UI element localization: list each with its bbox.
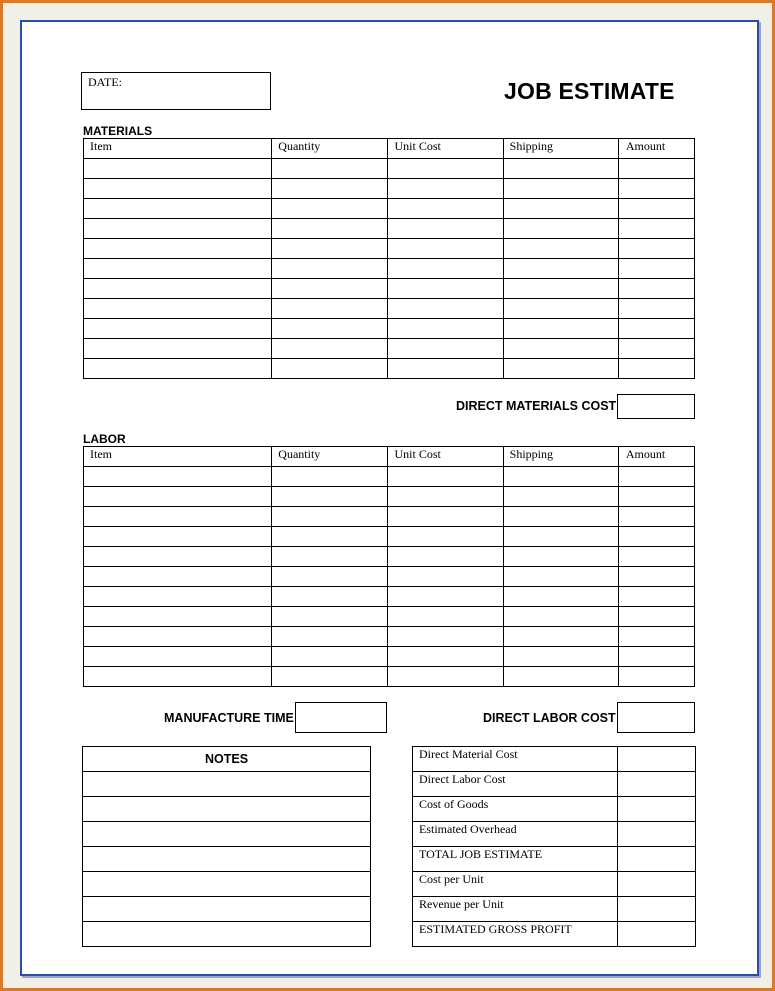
materials-cell[interactable] <box>503 299 618 319</box>
totals-label: TOTAL JOB ESTIMATE <box>413 847 618 872</box>
table-row <box>84 179 695 199</box>
table-row <box>84 279 695 299</box>
materials-cell[interactable] <box>618 239 694 259</box>
labor-cell[interactable] <box>618 487 694 507</box>
materials-cell[interactable] <box>272 159 388 179</box>
labor-cell[interactable] <box>84 547 272 567</box>
labor-cell[interactable] <box>272 667 388 687</box>
table-row <box>84 159 695 179</box>
table-row <box>413 772 696 797</box>
labor-cell[interactable] <box>503 547 618 567</box>
labor-cell[interactable] <box>84 487 272 507</box>
materials-cell[interactable] <box>618 259 694 279</box>
materials-cell[interactable] <box>272 179 388 199</box>
notes-line[interactable] <box>83 822 371 847</box>
manufacture-time-field[interactable] <box>295 702 387 733</box>
labor-cell[interactable] <box>618 547 694 567</box>
labor-cell[interactable] <box>84 647 272 667</box>
labor-section-label: LABOR <box>83 432 126 446</box>
date-field[interactable] <box>81 72 271 110</box>
labor-table <box>83 446 695 687</box>
totals-label: Revenue per Unit <box>413 897 618 922</box>
materials-cell[interactable] <box>84 279 272 299</box>
labor-column-header: Unit Cost <box>388 447 503 467</box>
notes-heading: NOTES <box>83 747 371 772</box>
labor-header-row <box>84 447 695 467</box>
labor-cell[interactable] <box>272 647 388 667</box>
totals-label: Direct Labor Cost <box>413 772 618 797</box>
labor-cell[interactable] <box>84 627 272 647</box>
totals-value-field[interactable] <box>618 772 696 797</box>
document-page <box>20 20 759 976</box>
materials-cell[interactable] <box>272 259 388 279</box>
materials-cell[interactable] <box>388 319 503 339</box>
labor-cell[interactable] <box>84 527 272 547</box>
table-row <box>413 897 696 922</box>
direct-materials-cost-label: DIRECT MATERIALS COST <box>456 399 617 413</box>
labor-cell[interactable] <box>84 467 272 487</box>
page-title: JOB ESTIMATE <box>504 78 675 104</box>
labor-cell[interactable] <box>618 467 694 487</box>
totals-value-field[interactable] <box>618 922 696 947</box>
materials-cell[interactable] <box>388 259 503 279</box>
table-row <box>84 487 695 507</box>
totals-label: Cost per Unit <box>413 872 618 897</box>
labor-cell[interactable] <box>272 467 388 487</box>
table-row <box>83 797 371 822</box>
labor-cell[interactable] <box>272 507 388 527</box>
labor-cell[interactable] <box>388 487 503 507</box>
table-row <box>84 667 695 687</box>
notes-line[interactable] <box>83 847 371 872</box>
labor-cell[interactable] <box>388 467 503 487</box>
materials-cell[interactable] <box>84 339 272 359</box>
notes-line[interactable] <box>83 797 371 822</box>
materials-cell[interactable] <box>618 159 694 179</box>
labor-column-header: Shipping <box>503 447 618 467</box>
table-row <box>84 199 695 219</box>
labor-cell[interactable] <box>388 627 503 647</box>
table-row <box>84 299 695 319</box>
table-row <box>84 507 695 527</box>
materials-cell[interactable] <box>272 339 388 359</box>
table-row <box>84 259 695 279</box>
table-row <box>413 872 696 897</box>
table-row <box>84 607 695 627</box>
notes-line[interactable] <box>83 922 371 947</box>
labor-cell[interactable] <box>84 667 272 687</box>
materials-cell[interactable] <box>388 159 503 179</box>
table-row <box>413 847 696 872</box>
materials-cell[interactable] <box>618 179 694 199</box>
totals-label: Cost of Goods <box>413 797 618 822</box>
materials-cell[interactable] <box>388 339 503 359</box>
notes-table <box>82 746 371 947</box>
materials-cell[interactable] <box>618 299 694 319</box>
labor-cell[interactable] <box>84 607 272 627</box>
labor-cell[interactable] <box>503 507 618 527</box>
materials-cell[interactable] <box>84 299 272 319</box>
materials-cell[interactable] <box>84 359 272 379</box>
labor-column-header: Item <box>84 447 272 467</box>
table-row <box>83 872 371 897</box>
labor-cell[interactable] <box>388 507 503 527</box>
materials-column-header: Shipping <box>503 139 618 159</box>
totals-value-field[interactable] <box>618 822 696 847</box>
labor-cell[interactable] <box>272 587 388 607</box>
labor-cell[interactable] <box>272 607 388 627</box>
labor-cell[interactable] <box>618 667 694 687</box>
labor-cell[interactable] <box>84 567 272 587</box>
materials-column-header: Amount <box>618 139 694 159</box>
table-row <box>413 747 696 772</box>
totals-value-field[interactable] <box>618 897 696 922</box>
materials-cell[interactable] <box>388 219 503 239</box>
table-row <box>84 567 695 587</box>
materials-cell[interactable] <box>503 159 618 179</box>
labor-cell[interactable] <box>388 527 503 547</box>
labor-cell[interactable] <box>84 587 272 607</box>
materials-table <box>83 138 695 379</box>
materials-cell[interactable] <box>503 219 618 239</box>
materials-cell[interactable] <box>503 179 618 199</box>
table-row <box>84 339 695 359</box>
labor-cell[interactable] <box>503 467 618 487</box>
labor-column-header: Amount <box>618 447 694 467</box>
materials-cell[interactable] <box>84 239 272 259</box>
labor-cell[interactable] <box>388 547 503 567</box>
table-row <box>83 822 371 847</box>
materials-column-header: Quantity <box>272 139 388 159</box>
labor-cell[interactable] <box>503 487 618 507</box>
materials-cell[interactable] <box>618 359 694 379</box>
totals-value-field[interactable] <box>618 797 696 822</box>
manufacture-time-label: MANUFACTURE TIME <box>164 711 294 725</box>
materials-column-header: Unit Cost <box>388 139 503 159</box>
labor-cell[interactable] <box>272 627 388 647</box>
table-row <box>83 922 371 947</box>
table-row <box>84 219 695 239</box>
table-row <box>84 587 695 607</box>
totals-label: ESTIMATED GROSS PROFIT <box>413 922 618 947</box>
labor-cell[interactable] <box>503 587 618 607</box>
totals-value-field[interactable] <box>618 847 696 872</box>
materials-cell[interactable] <box>272 319 388 339</box>
materials-cell[interactable] <box>84 159 272 179</box>
materials-cell[interactable] <box>503 199 618 219</box>
labor-column-header: Quantity <box>272 447 388 467</box>
table-row <box>83 897 371 922</box>
table-row <box>83 772 371 797</box>
materials-cell[interactable] <box>272 239 388 259</box>
materials-cell[interactable] <box>388 359 503 379</box>
materials-cell[interactable] <box>388 299 503 319</box>
materials-header-row <box>84 139 695 159</box>
materials-cell[interactable] <box>503 319 618 339</box>
materials-cell[interactable] <box>503 239 618 259</box>
table-row <box>413 797 696 822</box>
materials-cell[interactable] <box>618 199 694 219</box>
labor-cell[interactable] <box>503 567 618 587</box>
materials-cell[interactable] <box>84 219 272 239</box>
labor-cell[interactable] <box>388 667 503 687</box>
table-row <box>84 319 695 339</box>
materials-cell[interactable] <box>84 259 272 279</box>
labor-cell[interactable] <box>618 567 694 587</box>
materials-cell[interactable] <box>503 339 618 359</box>
labor-cell[interactable] <box>503 647 618 667</box>
materials-cell[interactable] <box>272 299 388 319</box>
table-row <box>84 627 695 647</box>
labor-cell[interactable] <box>503 607 618 627</box>
labor-cell[interactable] <box>388 567 503 587</box>
labor-cell[interactable] <box>84 507 272 527</box>
notes-line[interactable] <box>83 897 371 922</box>
labor-cell[interactable] <box>618 527 694 547</box>
materials-cell[interactable] <box>272 219 388 239</box>
table-row <box>84 359 695 379</box>
labor-cell[interactable] <box>272 567 388 587</box>
materials-cell[interactable] <box>388 239 503 259</box>
totals-label: Estimated Overhead <box>413 822 618 847</box>
table-row <box>413 922 696 947</box>
table-row <box>413 822 696 847</box>
labor-cell[interactable] <box>272 487 388 507</box>
materials-cell[interactable] <box>84 179 272 199</box>
labor-cell[interactable] <box>618 647 694 667</box>
materials-cell[interactable] <box>618 279 694 299</box>
notes-line[interactable] <box>83 872 371 897</box>
labor-cell[interactable] <box>272 527 388 547</box>
date-label: DATE: <box>88 75 122 89</box>
table-row <box>84 467 695 487</box>
labor-cell[interactable] <box>618 627 694 647</box>
materials-cell[interactable] <box>388 279 503 299</box>
table-row <box>83 847 371 872</box>
table-row <box>84 527 695 547</box>
materials-cell[interactable] <box>503 259 618 279</box>
direct-labor-cost-field[interactable] <box>617 702 695 733</box>
labor-cell[interactable] <box>618 507 694 527</box>
materials-cell[interactable] <box>503 359 618 379</box>
materials-cell[interactable] <box>272 279 388 299</box>
totals-value-field[interactable] <box>618 872 696 897</box>
labor-cell[interactable] <box>503 627 618 647</box>
materials-section-label: MATERIALS <box>83 124 153 138</box>
labor-cell[interactable] <box>503 667 618 687</box>
materials-cell[interactable] <box>84 199 272 219</box>
materials-cell[interactable] <box>84 319 272 339</box>
totals-label: Direct Material Cost <box>413 747 618 772</box>
materials-cell[interactable] <box>272 359 388 379</box>
materials-cell[interactable] <box>618 339 694 359</box>
table-row <box>84 547 695 567</box>
labor-cell[interactable] <box>503 527 618 547</box>
materials-cell[interactable] <box>272 199 388 219</box>
table-row <box>84 239 695 259</box>
materials-cell[interactable] <box>388 179 503 199</box>
materials-cell[interactable] <box>388 199 503 219</box>
labor-cell[interactable] <box>388 647 503 667</box>
direct-labor-cost-label: DIRECT LABOR COST <box>483 711 616 725</box>
totals-value-field[interactable] <box>618 747 696 772</box>
notes-line[interactable] <box>83 772 371 797</box>
table-row <box>84 647 695 667</box>
materials-column-header: Item <box>84 139 272 159</box>
materials-cell[interactable] <box>618 219 694 239</box>
labor-cell[interactable] <box>388 607 503 627</box>
direct-materials-cost-field[interactable] <box>617 394 695 419</box>
labor-cell[interactable] <box>272 547 388 567</box>
labor-cell[interactable] <box>618 607 694 627</box>
labor-cell[interactable] <box>388 587 503 607</box>
materials-cell[interactable] <box>503 279 618 299</box>
labor-cell[interactable] <box>618 587 694 607</box>
materials-cell[interactable] <box>618 319 694 339</box>
totals-table <box>412 746 696 947</box>
